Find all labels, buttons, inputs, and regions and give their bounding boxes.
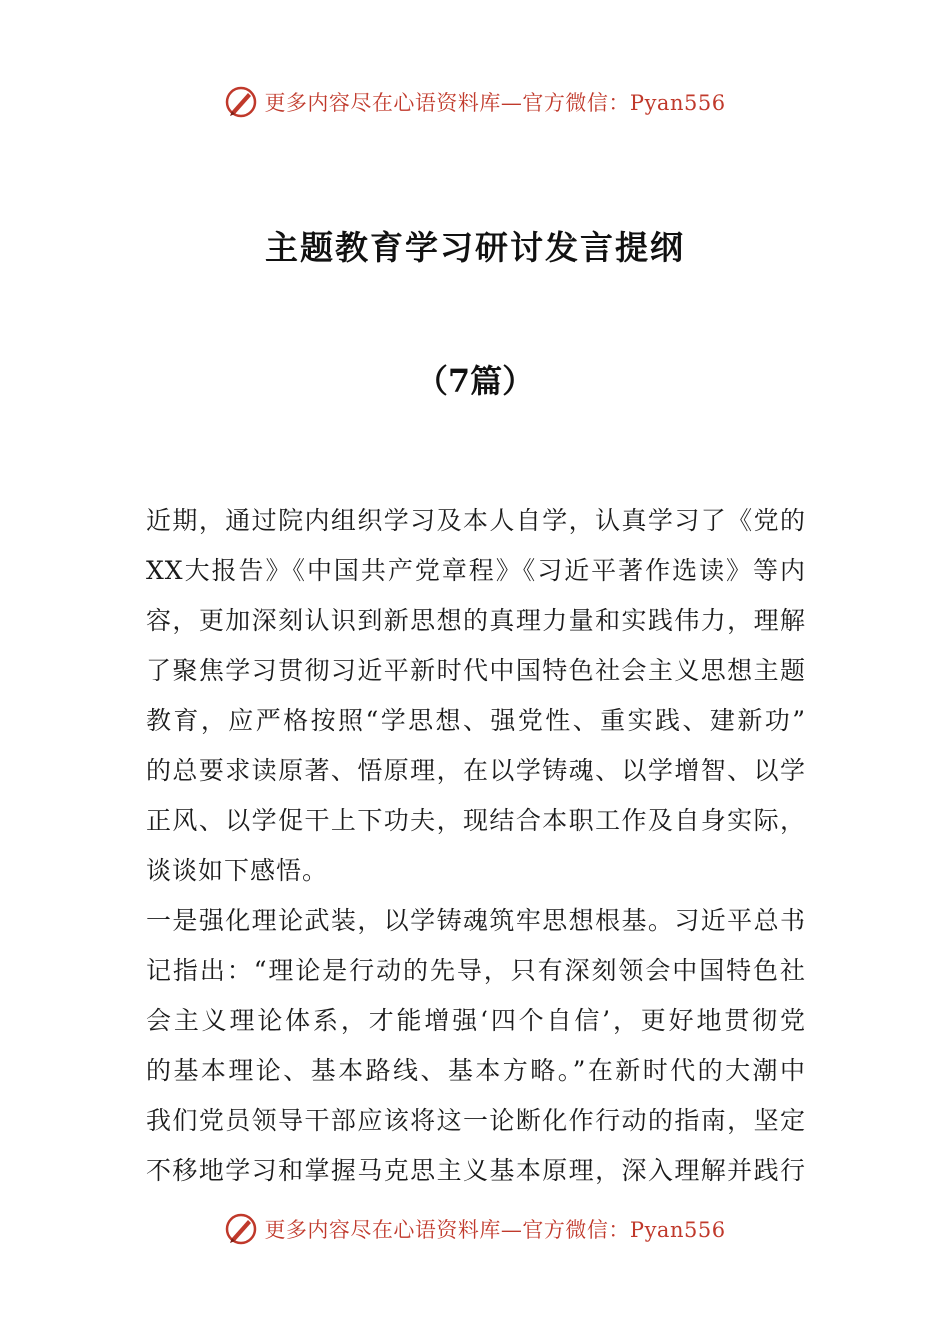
- watermark-text: 更多内容尽在心语资料库—官方微信：Pyan556: [264, 1218, 726, 1242]
- body-line: 会主义理论体系，才能增强‘四个自信’，更好地贯彻党: [146, 1006, 806, 1035]
- pen-circle-logo-icon: [224, 1212, 258, 1246]
- body-line: 记指出：“理论是行动的先导，只有深刻领会中国特色社: [146, 956, 806, 985]
- body-line: 的基本理论、基本路线、基本方略。”在新时代的大潮中: [146, 1056, 806, 1085]
- body-line: 近期，通过院内组织学习及本人自学，认真学习了《党的: [146, 506, 806, 535]
- body-line: 容，更加深刻认识到新思想的真理力量和实践伟力，理解: [146, 606, 806, 635]
- pen-circle-logo-icon: [224, 85, 258, 119]
- body-line: 正风、以学促干上下功夫，现结合本职工作及自身实际，: [146, 806, 806, 835]
- watermark-banner-top: [0, 82, 950, 122]
- body-line: 谈谈如下感悟。: [146, 856, 329, 885]
- body-line: XX大报告》《中国共产党章程》《习近平著作选读》等内: [146, 556, 806, 585]
- document-subtitle: （7篇）: [415, 362, 535, 400]
- body-line: 了聚焦学习贯彻习近平新时代中国特色社会主义思想主题: [146, 656, 806, 685]
- body-line: 不移地学习和掌握马克思主义基本原理，深入理解并践行: [146, 1156, 806, 1185]
- document-title: 主题教育学习研讨发言提纲: [265, 228, 685, 267]
- body-line: 教育，应严格按照“学思想、强党性、重实践、建新功”: [146, 706, 806, 735]
- body-paragraphs: [146, 496, 806, 1196]
- body-line: 的总要求读原著、悟原理，在以学铸魂、以学增智、以学: [146, 756, 806, 785]
- body-line: 我们党员领导干部应该将这一论断化作行动的指南，坚定: [146, 1106, 806, 1135]
- body-line: 一是强化理论武装，以学铸魂筑牢思想根基。习近平总书: [146, 906, 806, 935]
- watermark-banner-bottom: [0, 1209, 950, 1249]
- watermark-text: 更多内容尽在心语资料库—官方微信：Pyan556: [264, 91, 726, 115]
